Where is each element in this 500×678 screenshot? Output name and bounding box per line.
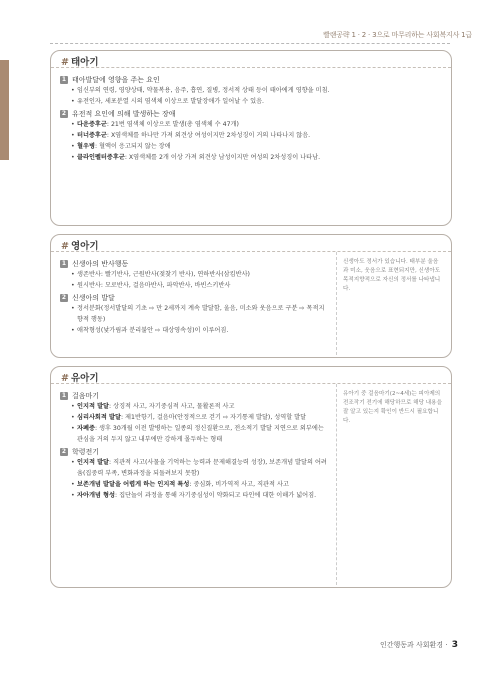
subheading-text: 신생아의 반사행동 [72, 259, 129, 268]
section-prenatal [50, 50, 452, 226]
list-item: • 자폐증: 생후 30개월 이전 발병하는 일종의 정신질환으로, 전소적기 발달 지연으로 외부에는 관심을 거의 두지 않고 내부에만 강하게 몰두하는 형태 [71, 425, 324, 443]
list-item: • 유전인자, 세포분열 시의 염색체 이상으로 발달장애가 일어날 수 있음. [71, 98, 265, 105]
section-body [51, 252, 451, 355]
side-note: 유아기 중 걸음마기(2~4세)는 피아제의 전조작기 전기에 해당하므로 해당 내용을 잘 알고 있는지 확인이 반드시 필요합니다. [343, 391, 442, 424]
footer-label: 인간행동과 사회환경 [379, 641, 444, 649]
number-badge: 1 [61, 260, 67, 267]
section-title: # 유아기 [51, 367, 451, 384]
number-badge: 1 [61, 76, 67, 83]
subheading [60, 292, 330, 303]
list-item: • 원시반사: 모로반사, 걸음마반사, 파악반사, 바빈스키반사 [71, 282, 231, 289]
list-item: • 생존반사: 빨기반사, 근원반사(젖찾기 반사), 연하반사(삼킴반사) [71, 271, 250, 278]
subheading-text: 걸음마기 [72, 391, 100, 400]
number-badge: 2 [61, 294, 67, 301]
section-toddlerhood [50, 366, 452, 588]
subheading-text: 태아발달에 영향을 주는 요인 [72, 75, 160, 84]
list-item: • 자아개념 형성: 집단놀이 과정을 통해 자기중심성이 약화되고 타인에 대한 이해가 넓어짐. [71, 492, 317, 499]
page-footer: 인간행동과 사회환경 · 3 [379, 640, 458, 650]
section-title-text: 유아기 [70, 373, 99, 384]
page-number: 3 [451, 640, 458, 650]
section-body [51, 68, 451, 163]
list-item: • 터너증후군: X염색체를 하나만 가져 외견상 여성이지만 2차성징이 거의 나타나지 않음. [71, 132, 311, 139]
subheading-text: 유전적 요인에 의해 발생하는 장애 [72, 109, 176, 118]
subheading [60, 390, 330, 401]
side-note: 신생아도 정서가 있습니다. 태부분 울음과 미소, 웃음으로 표현되지만, 신생아도 목적지향적으로 자신의 정서를 나타냅니다. [343, 259, 441, 292]
section-title-text: 태아기 [70, 57, 99, 68]
subheading-text: 학령전기 [72, 447, 100, 456]
number-badge: 1 [61, 392, 67, 399]
section-title: # 태아기 [51, 51, 451, 68]
list-item: • 애착형성(낯가림과 분리불안 ⇨ 대상영속성)이 이루어짐. [71, 327, 229, 334]
column-divider [336, 252, 337, 355]
section-title: # 영아기 [51, 235, 451, 252]
subheading [60, 74, 440, 85]
list-item: • 임신부의 연령, 영양상태, 약물복용, 음주, 흡연, 질병, 정서적 상태 등이 태아에게 영향을 미침. [71, 87, 330, 94]
side-tab-marker [0, 60, 9, 160]
list-item: • 인지적 발달: 직관적 사고(사물을 기억하는 능력과 문제해결능력 성장), 보존개념 발달의 어려움(집중력 부족, 변화과정을 되돌려보지 못함) [71, 459, 327, 477]
running-header: 빨랜공략 1 · 2 · 3으로 마무리하는 사회복지사 1급 [323, 31, 472, 39]
section-title-text: 영아기 [70, 241, 99, 252]
subheading [60, 258, 330, 269]
subheading [60, 446, 330, 457]
header-rule [50, 43, 450, 44]
list-item: • 보존개념 발달을 어렵게 하는 인지적 특성: 중심화, 비가역적 사고, 직관적 사고 [71, 481, 289, 488]
subheading-text: 신생아의 발달 [72, 293, 115, 302]
list-item: • 다운증후군: 21번 염색체 이상으로 발생(총 염색체 수 47개) [71, 121, 239, 128]
subheading [60, 108, 440, 119]
list-item: • 클라인펠터증후군: X염색체를 2개 이상 가져 외견상 남성이지만 여성의 2차성징이 나타남. [71, 154, 321, 161]
section-body [51, 384, 451, 585]
list-item: • 심리사회적 발달: 제1반항기, 걸음마(안정적으로 걷기 ⇨ 자기통제 발달), 성역할 발달 [71, 414, 307, 421]
list-item: • 정서분화(정서발달의 기초 ⇨ 만 2세까지 계속 발달함, 울음, 미소와 웃음으로 구분 ⇨ 목적지향적 행동) [71, 305, 325, 323]
list-item: • 혈우병: 혈액이 응고되지 않는 장애 [71, 143, 171, 150]
number-badge: 2 [61, 110, 67, 117]
number-badge: 2 [61, 448, 67, 455]
section-infancy [50, 234, 452, 358]
column-divider [336, 384, 337, 585]
list-item: • 인지적 발달: 상징적 사고, 자기중심적 사고, 물활론적 사고 [71, 403, 235, 410]
